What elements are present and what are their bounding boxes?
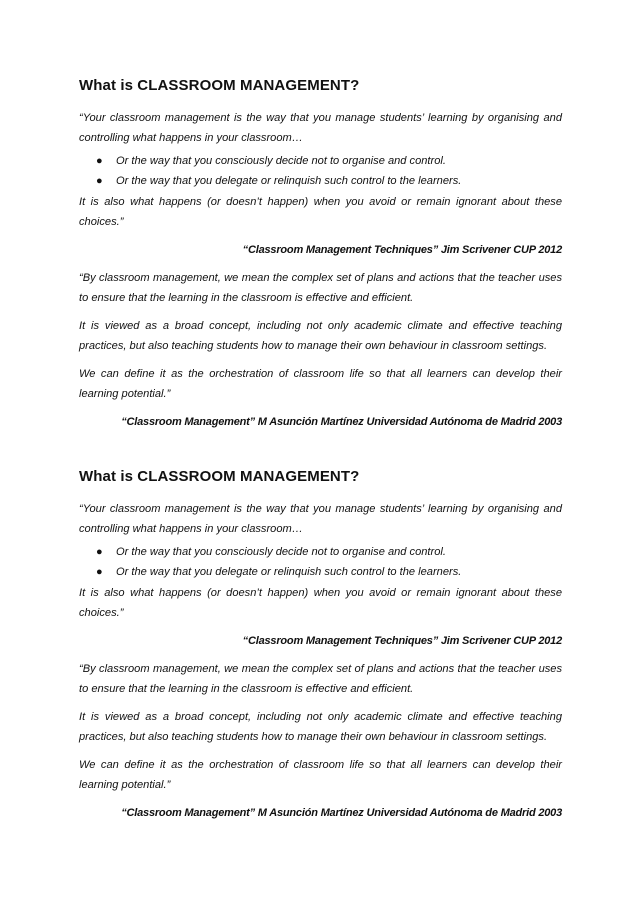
bullet-icon: ●	[96, 546, 103, 558]
list-item	[79, 563, 562, 581]
list-item-text: Or the way that you delegate or relinquish such control to the learners.	[116, 566, 462, 578]
citation: “Classroom Management” M Asunción Martínez Universidad Autónoma de Madrid 2003	[121, 416, 562, 428]
list-item-text: Or the way that you delegate or relinquish such control to the learners.	[116, 175, 462, 187]
list-item	[79, 543, 562, 561]
bullet-icon: ●	[96, 155, 103, 167]
closing-paragraph: It is also what happens (or doesn’t happen) when you avoid or remain ignorant about these choices.”	[79, 587, 562, 619]
intro-paragraph: “Your classroom management is the way that you manage students’ learning by organising and controlling what happens in your classroom…	[79, 112, 562, 144]
citation: “Classroom Management Techniques” Jim Scrivener CUP 2012	[242, 635, 562, 647]
quote-paragraph: “By classroom management, we mean the complex set of plans and actions that the teacher uses to ensure that the learning in the classroom is effective and efficient.	[79, 663, 562, 695]
section-2	[79, 467, 562, 823]
closing-paragraph: It is also what happens (or doesn’t happen) when you avoid or remain ignorant about these choices.”	[79, 196, 562, 228]
citation: “Classroom Management” M Asunción Martínez Universidad Autónoma de Madrid 2003	[121, 807, 562, 819]
quote-paragraph: It is viewed as a broad concept, including not only academic climate and effective teaching practices, but also teaching students how to manage their own behaviour in classroom settings.	[79, 711, 562, 743]
section-title: What is CLASSROOM MANAGEMENT?	[79, 468, 360, 485]
list-item-text: Or the way that you consciously decide not to organise and control.	[116, 155, 446, 167]
quote-paragraph: We can define it as the orchestration of classroom life so that all learners can develop their learning potential.”	[79, 759, 562, 791]
bullet-list	[79, 543, 562, 581]
list-item-text: Or the way that you consciously decide not to organise and control.	[116, 546, 446, 558]
section-1	[79, 76, 562, 432]
bullet-list	[79, 152, 562, 190]
citation: “Classroom Management Techniques” Jim Scrivener CUP 2012	[242, 244, 562, 256]
quote-paragraph: “By classroom management, we mean the complex set of plans and actions that the teacher uses to ensure that the learning in the classroom is effective and efficient.	[79, 272, 562, 304]
intro-paragraph: “Your classroom management is the way that you manage students’ learning by organising and controlling what happens in your classroom…	[79, 503, 562, 535]
quote-paragraph: We can define it as the orchestration of classroom life so that all learners can develop their learning potential.”	[79, 368, 562, 400]
quote-paragraph: It is viewed as a broad concept, including not only academic climate and effective teaching practices, but also teaching students how to manage their own behaviour in classroom settings.	[79, 320, 562, 352]
list-item	[79, 152, 562, 170]
bullet-icon: ●	[96, 566, 103, 578]
list-item	[79, 172, 562, 190]
section-title: What is CLASSROOM MANAGEMENT?	[79, 77, 360, 94]
bullet-icon: ●	[96, 175, 103, 187]
